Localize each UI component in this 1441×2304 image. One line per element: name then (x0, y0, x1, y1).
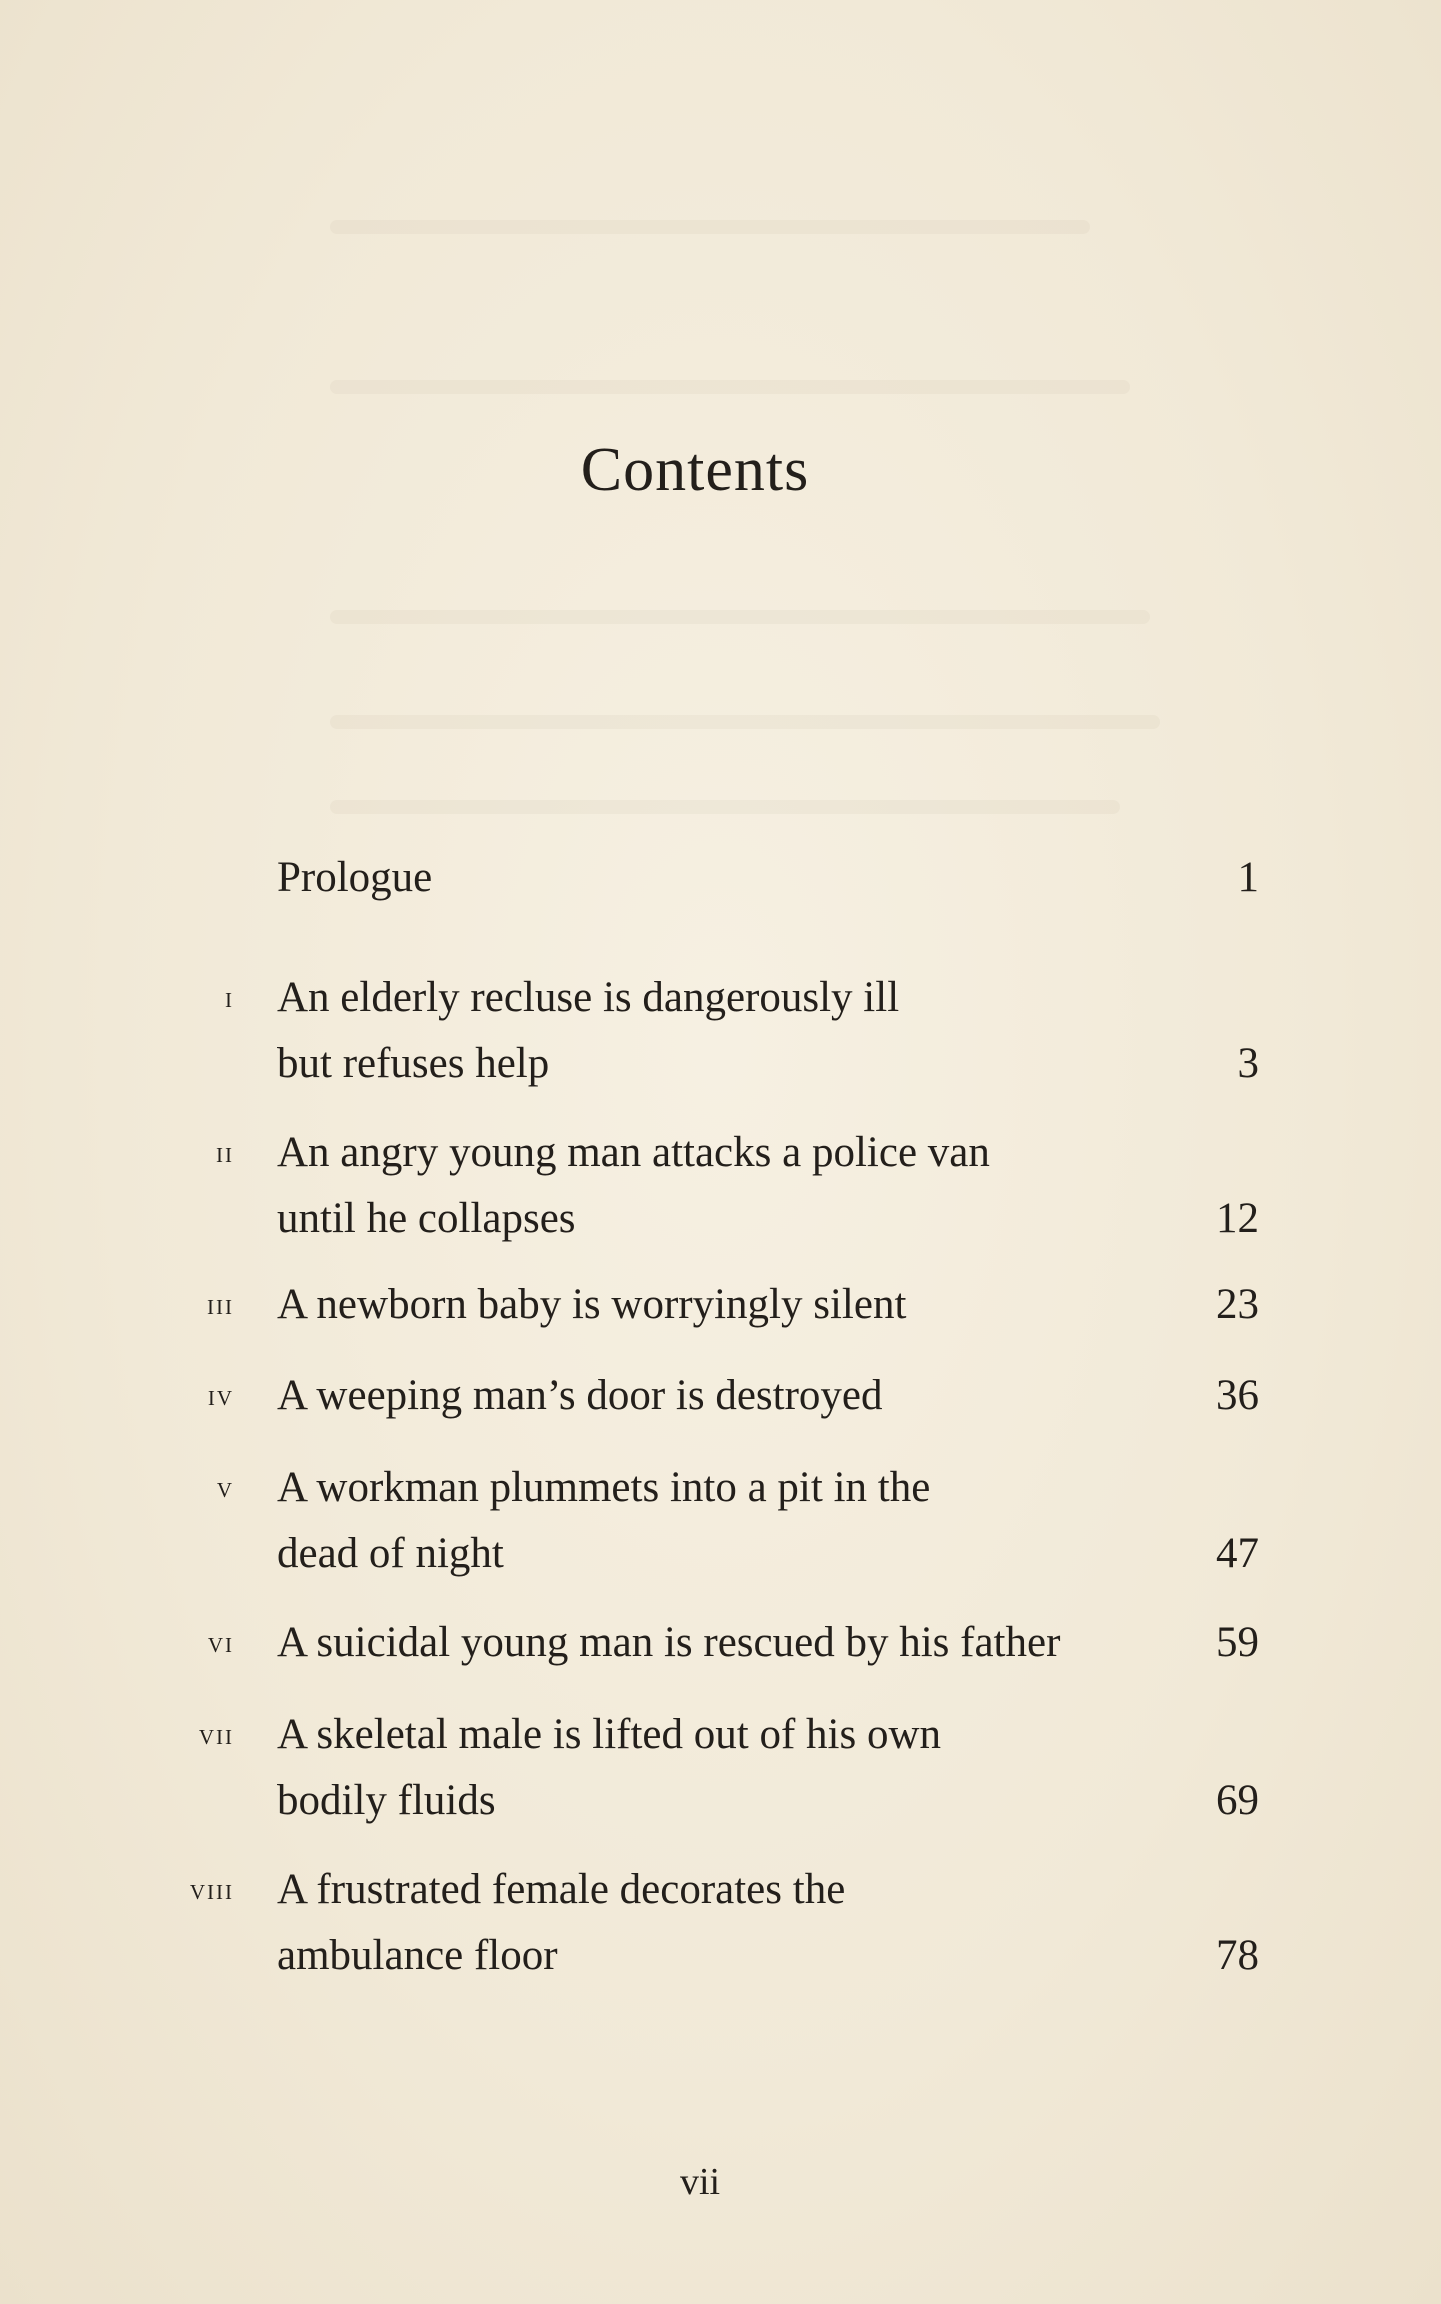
chapter-title (277, 845, 1177, 911)
chapter-title-line: Prologue (277, 854, 433, 901)
chapter-title-line: A suicidal young man is rescued by his father (277, 1619, 1061, 1666)
chapter-page-number: 3 (1237, 1040, 1259, 1087)
chapter-title-line: ambulance floor (277, 1932, 558, 1979)
show-through-mark (330, 220, 1090, 234)
chapter-page-number: 12 (1216, 1195, 1259, 1242)
chapter-title (277, 1857, 1177, 1989)
chapter-title-line: A weeping man’s door is destroyed (277, 1372, 883, 1419)
chapter-title-line: A skeletal male is lifted out of his own (277, 1711, 942, 1758)
chapter-page-number: 69 (1216, 1777, 1259, 1824)
chapter-title-line: but refuses help (277, 1040, 550, 1087)
chapter-page-number: 78 (1216, 1932, 1259, 1979)
chapter-title-line: A workman plummets into a pit in the (277, 1464, 931, 1511)
chapter-title-line: dead of night (277, 1530, 504, 1577)
chapter-title-line: A newborn baby is worryingly silent (277, 1281, 907, 1328)
chapter-title (277, 1272, 1177, 1338)
chapter-numeral: viii (189, 1873, 234, 1906)
chapter-page-number: 59 (1216, 1619, 1259, 1666)
chapter-title (277, 1455, 1177, 1587)
chapter-numeral: ii (216, 1136, 234, 1169)
chapter-numeral: i (225, 981, 234, 1014)
chapter-title (277, 1363, 1177, 1429)
chapter-title-line: An elderly recluse is dangerously ill (277, 974, 900, 1021)
chapter-numeral: vii (198, 1718, 234, 1751)
chapter-title-line: bodily fluids (277, 1777, 496, 1824)
page-title: Contents (580, 436, 810, 504)
chapter-title-line: A frustrated female decorates the (277, 1866, 846, 1913)
chapter-page-number: 36 (1216, 1372, 1259, 1419)
chapter-numeral: vi (207, 1626, 234, 1659)
page-number: vii (679, 2161, 721, 2203)
chapter-page-number: 1 (1237, 854, 1259, 901)
chapter-numeral: iv (207, 1379, 234, 1412)
chapter-title-line: An angry young man attacks a police van (277, 1129, 990, 1176)
show-through-mark (330, 380, 1130, 394)
chapter-title (277, 965, 1177, 1097)
chapter-title (277, 1610, 1177, 1676)
chapter-numeral: iii (207, 1288, 234, 1321)
chapter-page-number: 47 (1216, 1530, 1259, 1577)
chapter-page-number: 23 (1216, 1281, 1259, 1328)
show-through-mark (330, 800, 1120, 814)
chapter-title (277, 1702, 1177, 1834)
show-through-mark (330, 610, 1150, 624)
chapter-numeral: v (216, 1471, 234, 1504)
chapter-title (277, 1120, 1177, 1252)
chapter-title-line: until he collapses (277, 1195, 576, 1242)
show-through-mark (330, 715, 1160, 729)
